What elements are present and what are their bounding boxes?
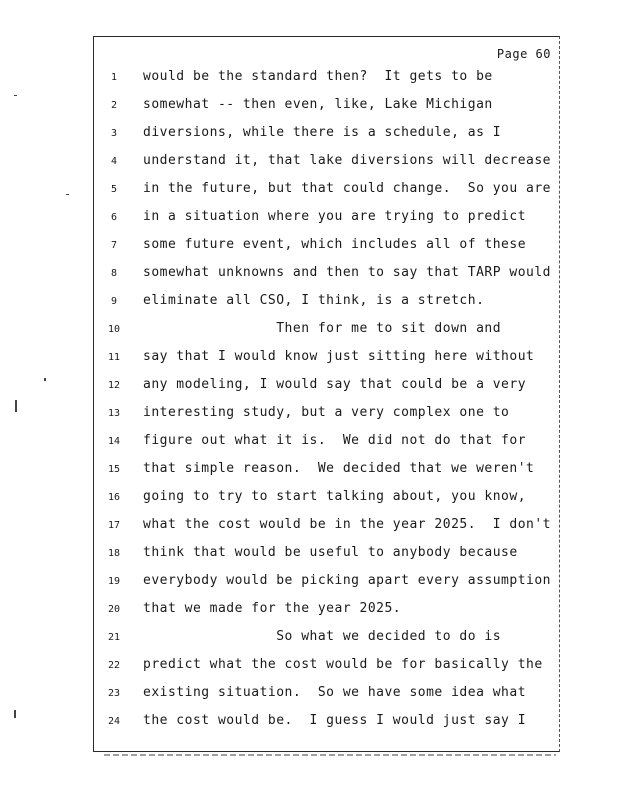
line-number: 5 — [110, 184, 118, 195]
transcript-line — [94, 517, 559, 537]
line-number: 20 — [107, 604, 121, 615]
transcript-line — [94, 601, 559, 621]
transcript-line — [94, 405, 559, 425]
line-text: figure out what it is. We did not do that for — [143, 433, 527, 448]
page-number: Page 60 — [496, 47, 551, 61]
line-text: that we made for the year 2025. — [143, 601, 402, 616]
transcript-line — [94, 69, 559, 89]
scan-speck — [15, 400, 17, 412]
transcript-line — [94, 181, 559, 201]
line-number: 22 — [107, 660, 121, 671]
line-text: understand it, that lake diversions will decrease — [143, 153, 552, 168]
line-text: think that would be useful to anybody because — [143, 545, 518, 560]
line-number: 24 — [107, 716, 121, 727]
transcript-line — [94, 237, 559, 257]
line-text: interesting study, but a very complex one to — [143, 405, 510, 420]
line-number: 1 — [110, 72, 118, 83]
line-text: everybody would be picking apart every assumption — [143, 573, 552, 588]
line-number: 6 — [110, 212, 118, 223]
line-number: 19 — [107, 576, 121, 587]
line-text: would be the standard then? It gets to be — [143, 69, 493, 84]
scan-speck — [44, 378, 46, 381]
transcript-line — [94, 321, 559, 341]
line-text: somewhat unknowns and then to say that TARP would — [143, 265, 552, 280]
line-number: 23 — [107, 688, 121, 699]
transcript-line — [94, 293, 559, 313]
line-number: 2 — [110, 100, 118, 111]
line-text: So what we decided to do is — [143, 629, 502, 644]
footer-strip — [104, 754, 556, 756]
line-number: 12 — [107, 380, 121, 391]
transcript-line — [94, 685, 559, 705]
line-text: that simple reason. We decided that we weren't — [143, 461, 535, 476]
line-number: 16 — [107, 492, 121, 503]
transcript-line — [94, 489, 559, 509]
transcript-line — [94, 97, 559, 117]
line-text: predict what the cost would be for basically the — [143, 657, 543, 672]
line-number: 11 — [107, 352, 121, 363]
transcript-line — [94, 461, 559, 481]
transcript-line — [94, 377, 559, 397]
transcript-line — [94, 573, 559, 593]
transcript-line — [94, 545, 559, 565]
line-number: 14 — [107, 436, 121, 447]
line-number: 21 — [107, 632, 121, 643]
transcript-line — [94, 713, 559, 733]
line-text: Then for me to sit down and — [143, 321, 502, 336]
transcript-line — [94, 657, 559, 677]
transcript-line — [94, 349, 559, 369]
line-text: in a situation where you are trying to predict — [143, 209, 527, 224]
line-text: some future event, which includes all of these — [143, 237, 527, 252]
scan-speck — [14, 710, 16, 718]
transcript-line — [94, 629, 559, 649]
transcript-line — [94, 433, 559, 453]
line-number: 4 — [110, 156, 118, 167]
line-text: somewhat -- then even, like, Lake Michigan — [143, 97, 493, 112]
line-text: existing situation. So we have some idea what — [143, 685, 527, 700]
line-text: the cost would be. I guess I would just say I — [143, 713, 527, 728]
line-number: 10 — [107, 324, 121, 335]
line-text: diversions, while there is a schedule, as I — [143, 125, 502, 140]
scan-speck — [14, 95, 17, 96]
transcript-line — [94, 125, 559, 145]
line-text: going to try to start talking about, you know, — [143, 489, 527, 504]
transcript-line — [94, 265, 559, 285]
line-text: any modeling, I would say that could be a very — [143, 377, 527, 392]
transcript-line — [94, 153, 559, 173]
line-number: 15 — [107, 464, 121, 475]
line-text: in the future, but that could change. So you are — [143, 181, 552, 196]
transcript-page — [93, 36, 560, 752]
line-text: what the cost would be in the year 2025. I don't — [143, 517, 552, 532]
line-number: 8 — [110, 268, 118, 279]
transcript-line — [94, 209, 559, 229]
line-number: 7 — [110, 240, 118, 251]
line-number: 9 — [110, 296, 118, 307]
line-number: 13 — [107, 408, 121, 419]
line-text: say that I would know just sitting here without — [143, 349, 535, 364]
line-number: 17 — [107, 520, 121, 531]
line-number: 18 — [107, 548, 121, 559]
line-text: eliminate all CSO, I think, is a stretch. — [143, 293, 485, 308]
scan-speck — [66, 194, 69, 195]
line-number: 3 — [110, 128, 118, 139]
